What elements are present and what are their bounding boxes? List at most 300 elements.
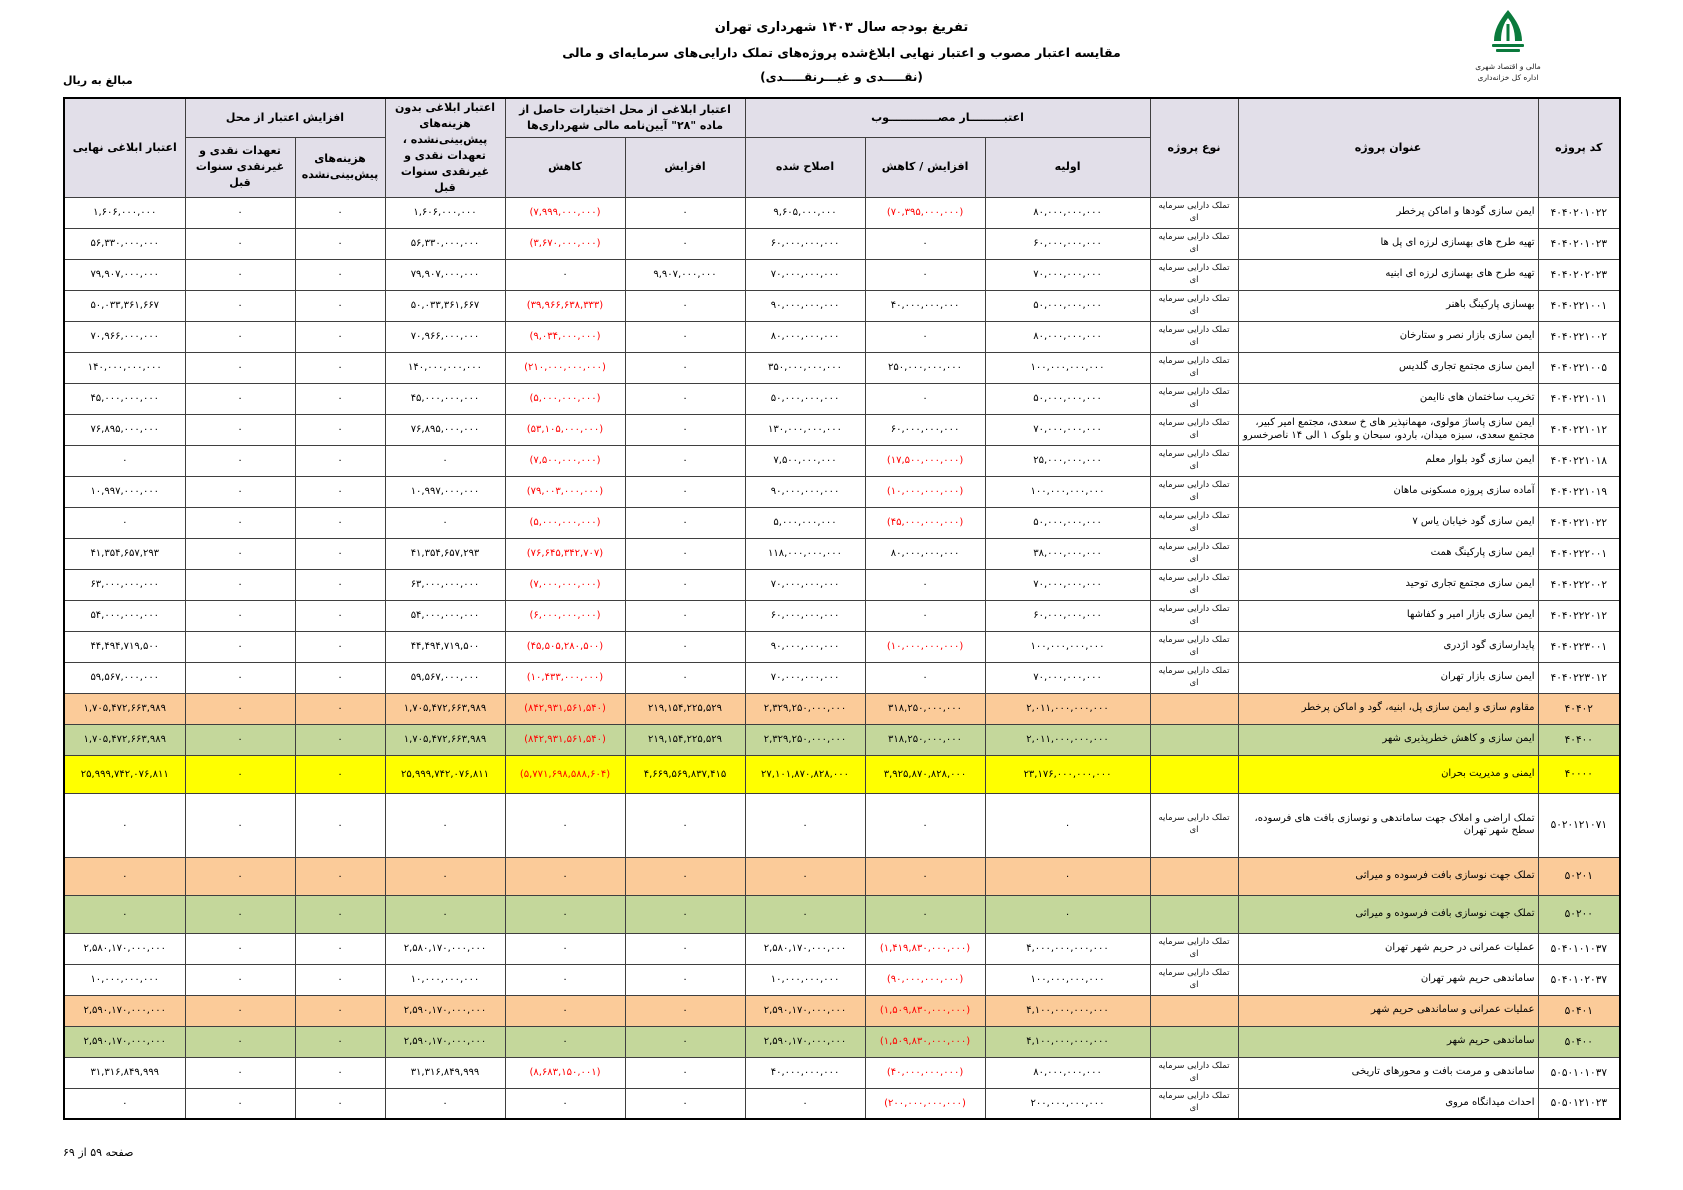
initial-cell: ۴,۰۰۰,۰۰۰,۰۰۰,۰۰۰ bbox=[985, 933, 1150, 964]
table-row bbox=[64, 1088, 1620, 1119]
decrease-cell: (۷,۵۰۰,۰۰۰,۰۰۰) bbox=[505, 445, 625, 476]
initial-cell: ۲,۰۱۱,۰۰۰,۰۰۰,۰۰۰ bbox=[985, 693, 1150, 724]
project-type-cell bbox=[1150, 693, 1238, 724]
notified-cell: ۴۱,۳۵۴,۶۵۷,۲۹۳ bbox=[385, 538, 505, 569]
unforeseen-cell: ۰ bbox=[295, 964, 385, 995]
decrease-cell: (۵۳,۱۰۵,۰۰۰,۰۰۰) bbox=[505, 414, 625, 445]
col-header-decrease: کاهش bbox=[505, 137, 625, 197]
col-group-article28-credit: اعتبار ابلاغی از محل اختیارات حاصل از ماده "۲۸" آیین‌نامه مالی شهرداری‌ها bbox=[505, 98, 745, 137]
amended-cell: ۲,۵۸۰,۱۷۰,۰۰۰,۰۰۰ bbox=[745, 933, 865, 964]
project-type-cell: تملک دارایی سرمایه ای bbox=[1150, 1088, 1238, 1119]
notified-cell: ۵۴,۰۰۰,۰۰۰,۰۰۰ bbox=[385, 600, 505, 631]
prior-cell: ۰ bbox=[185, 755, 295, 793]
decrease-cell: (۳,۶۷۰,۰۰۰,۰۰۰) bbox=[505, 228, 625, 259]
initial-cell: ۵۰,۰۰۰,۰۰۰,۰۰۰ bbox=[985, 383, 1150, 414]
final-cell: ۵۰,۰۳۳,۳۶۱,۶۶۷ bbox=[64, 290, 185, 321]
change-cell: ۰ bbox=[865, 600, 985, 631]
logo-caption-line2: اداره کل خزانه‌داری bbox=[1477, 72, 1539, 82]
change-cell: (۱,۵۰۹,۸۳۰,۰۰۰,۰۰۰) bbox=[865, 995, 985, 1026]
prior-cell: ۰ bbox=[185, 933, 295, 964]
table-row bbox=[64, 662, 1620, 693]
initial-cell: ۱۰۰,۰۰۰,۰۰۰,۰۰۰ bbox=[985, 964, 1150, 995]
table-row bbox=[64, 1026, 1620, 1057]
initial-cell: ۰ bbox=[985, 895, 1150, 933]
notified-cell: ۱۰,۹۹۷,۰۰۰,۰۰۰ bbox=[385, 476, 505, 507]
notified-cell: ۵۹,۵۶۷,۰۰۰,۰۰۰ bbox=[385, 662, 505, 693]
unforeseen-cell: ۰ bbox=[295, 383, 385, 414]
change-cell: (۲۰۰,۰۰۰,۰۰۰,۰۰۰) bbox=[865, 1088, 985, 1119]
final-cell: ۲۵,۹۹۹,۷۴۲,۰۷۶,۸۱۱ bbox=[64, 755, 185, 793]
final-cell: ۶۳,۰۰۰,۰۰۰,۰۰۰ bbox=[64, 569, 185, 600]
report-titles bbox=[0, 20, 1683, 84]
prior-cell: ۰ bbox=[185, 352, 295, 383]
report-subtitle-cash-note: (نقـــــدی و غیـــرنقـــــدی) bbox=[760, 70, 923, 84]
increase-cell: ۰ bbox=[625, 662, 745, 693]
project-type-cell: تملک دارایی سرمایه ای bbox=[1150, 259, 1238, 290]
project-type-cell: تملک دارایی سرمایه ای bbox=[1150, 321, 1238, 352]
col-header-increase-decrease: افزایش / کاهش bbox=[865, 137, 985, 197]
project-title-cell: ایمن سازی پارکینگ همت bbox=[1238, 538, 1538, 569]
decrease-cell: ۰ bbox=[505, 857, 625, 895]
prior-cell: ۰ bbox=[185, 569, 295, 600]
unforeseen-cell: ۰ bbox=[295, 662, 385, 693]
final-cell: ۲,۵۸۰,۱۷۰,۰۰۰,۰۰۰ bbox=[64, 933, 185, 964]
col-header-prior-commitments: تعهدات نقدی و غیرنقدی سنوات قبل bbox=[185, 137, 295, 197]
decrease-cell: (۴۵,۵۰۵,۲۸۰,۵۰۰) bbox=[505, 631, 625, 662]
increase-cell: ۰ bbox=[625, 383, 745, 414]
amended-cell: ۹۰,۰۰۰,۰۰۰,۰۰۰ bbox=[745, 476, 865, 507]
unforeseen-cell: ۰ bbox=[295, 476, 385, 507]
decrease-cell: (۶,۰۰۰,۰۰۰,۰۰۰) bbox=[505, 600, 625, 631]
project-code-cell: ۴۰۴۰۲۲۱۰۱۸ bbox=[1538, 445, 1620, 476]
table-body bbox=[64, 197, 1620, 1119]
initial-cell: ۴,۱۰۰,۰۰۰,۰۰۰,۰۰۰ bbox=[985, 1026, 1150, 1057]
unforeseen-cell: ۰ bbox=[295, 290, 385, 321]
table-row bbox=[64, 964, 1620, 995]
project-title-cell: تهیه طرح های بهسازی لرزه ای ابنیه bbox=[1238, 259, 1538, 290]
project-title-cell: ایمن سازی مجتمع تجاری گلدیس bbox=[1238, 352, 1538, 383]
project-code-cell: ۴۰۴۰۲۲۱۰۰۱ bbox=[1538, 290, 1620, 321]
col-header-increase: افزایش bbox=[625, 137, 745, 197]
change-cell: ۶۰,۰۰۰,۰۰۰,۰۰۰ bbox=[865, 414, 985, 445]
project-type-cell: تملک دارایی سرمایه ای bbox=[1150, 197, 1238, 228]
amended-cell: ۱۳۰,۰۰۰,۰۰۰,۰۰۰ bbox=[745, 414, 865, 445]
final-cell: ۷۹,۹۰۷,۰۰۰,۰۰۰ bbox=[64, 259, 185, 290]
decrease-cell: ۰ bbox=[505, 793, 625, 857]
col-header-amended: اصلاح شده bbox=[745, 137, 865, 197]
notified-cell: ۶۳,۰۰۰,۰۰۰,۰۰۰ bbox=[385, 569, 505, 600]
notified-cell: ۰ bbox=[385, 793, 505, 857]
prior-cell: ۰ bbox=[185, 964, 295, 995]
project-type-cell: تملک دارایی سرمایه ای bbox=[1150, 445, 1238, 476]
project-code-cell: ۴۰۴۰۲۲۱۰۲۲ bbox=[1538, 507, 1620, 538]
project-title-cell: آماده سازی پروزه مسکونی ماهان bbox=[1238, 476, 1538, 507]
unforeseen-cell: ۰ bbox=[295, 693, 385, 724]
table-row bbox=[64, 933, 1620, 964]
change-cell: ۰ bbox=[865, 259, 985, 290]
final-cell: ۵۴,۰۰۰,۰۰۰,۰۰۰ bbox=[64, 600, 185, 631]
change-cell: (۱۰,۰۰۰,۰۰۰,۰۰۰) bbox=[865, 476, 985, 507]
amended-cell: ۵۰,۰۰۰,۰۰۰,۰۰۰ bbox=[745, 383, 865, 414]
initial-cell: ۱۰۰,۰۰۰,۰۰۰,۰۰۰ bbox=[985, 352, 1150, 383]
table-row bbox=[64, 600, 1620, 631]
project-type-cell: تملک دارایی سرمایه ای bbox=[1150, 631, 1238, 662]
increase-cell: ۰ bbox=[625, 933, 745, 964]
initial-cell: ۷۰,۰۰۰,۰۰۰,۰۰۰ bbox=[985, 259, 1150, 290]
decrease-cell: (۳۹,۹۶۶,۶۳۸,۳۳۳) bbox=[505, 290, 625, 321]
project-type-cell bbox=[1150, 995, 1238, 1026]
amended-cell: ۲,۳۲۹,۲۵۰,۰۰۰,۰۰۰ bbox=[745, 693, 865, 724]
col-header-initial: اولیه bbox=[985, 137, 1150, 197]
unforeseen-cell: ۰ bbox=[295, 228, 385, 259]
decrease-cell: ۰ bbox=[505, 964, 625, 995]
project-type-cell bbox=[1150, 895, 1238, 933]
project-code-cell: ۴۰۴۰۲۰۱۰۲۲ bbox=[1538, 197, 1620, 228]
col-group-increase-from-source: افزایش اعتبار از محل bbox=[185, 98, 385, 137]
increase-cell: ۴,۶۶۹,۵۶۹,۸۳۷,۴۱۵ bbox=[625, 755, 745, 793]
amended-cell: ۹,۶۰۵,۰۰۰,۰۰۰ bbox=[745, 197, 865, 228]
change-cell: (۴۰,۰۰۰,۰۰۰,۰۰۰) bbox=[865, 1057, 985, 1088]
initial-cell: ۸۰,۰۰۰,۰۰۰,۰۰۰ bbox=[985, 1057, 1150, 1088]
project-code-cell: ۴۰۴۰۲ bbox=[1538, 693, 1620, 724]
project-title-cell: ایمن سازی بازار تهران bbox=[1238, 662, 1538, 693]
decrease-cell: (۵,۰۰۰,۰۰۰,۰۰۰) bbox=[505, 383, 625, 414]
project-type-cell: تملک دارایی سرمایه ای bbox=[1150, 228, 1238, 259]
project-type-cell bbox=[1150, 1026, 1238, 1057]
amended-cell: ۰ bbox=[745, 793, 865, 857]
final-cell: ۵۶,۳۳۰,۰۰۰,۰۰۰ bbox=[64, 228, 185, 259]
amended-cell: ۲۷,۱۰۱,۸۷۰,۸۲۸,۰۰۰ bbox=[745, 755, 865, 793]
notified-cell: ۰ bbox=[385, 895, 505, 933]
project-title-cell: ایمن سازی گود خیابان یاس ۷ bbox=[1238, 507, 1538, 538]
initial-cell: ۰ bbox=[985, 857, 1150, 895]
notified-cell: ۱,۷۰۵,۴۷۲,۶۶۳,۹۸۹ bbox=[385, 693, 505, 724]
change-cell: ۰ bbox=[865, 895, 985, 933]
change-cell: ۳,۹۲۵,۸۷۰,۸۲۸,۰۰۰ bbox=[865, 755, 985, 793]
change-cell: ۰ bbox=[865, 228, 985, 259]
unforeseen-cell: ۰ bbox=[295, 755, 385, 793]
increase-cell: ۰ bbox=[625, 197, 745, 228]
table-row bbox=[64, 755, 1620, 793]
prior-cell: ۰ bbox=[185, 662, 295, 693]
final-cell: ۷۶,۸۹۵,۰۰۰,۰۰۰ bbox=[64, 414, 185, 445]
amended-cell: ۲,۳۲۹,۲۵۰,۰۰۰,۰۰۰ bbox=[745, 724, 865, 755]
col-header-unforeseen-costs: هزینه‌های پیش‌بینی‌نشده bbox=[295, 137, 385, 197]
increase-cell: ۰ bbox=[625, 631, 745, 662]
project-code-cell: ۴۰۴۰۲۰۲۰۲۳ bbox=[1538, 259, 1620, 290]
amended-cell: ۵,۰۰۰,۰۰۰,۰۰۰ bbox=[745, 507, 865, 538]
prior-cell: ۰ bbox=[185, 507, 295, 538]
final-cell: ۰ bbox=[64, 857, 185, 895]
project-code-cell: ۴۰۴۰۲۲۱۰۱۲ bbox=[1538, 414, 1620, 445]
prior-cell: ۰ bbox=[185, 538, 295, 569]
project-title-cell: ایمن سازی بازار نصر و ستارخان bbox=[1238, 321, 1538, 352]
decrease-cell: (۸۴۲,۹۳۱,۵۶۱,۵۴۰) bbox=[505, 724, 625, 755]
project-code-cell: ۴۰۴۰۲۲۲۰۰۲ bbox=[1538, 569, 1620, 600]
project-title-cell: ساماندهی حریم شهر bbox=[1238, 1026, 1538, 1057]
unforeseen-cell: ۰ bbox=[295, 895, 385, 933]
change-cell: ۰ bbox=[865, 857, 985, 895]
initial-cell: ۷۰,۰۰۰,۰۰۰,۰۰۰ bbox=[985, 414, 1150, 445]
change-cell: ۸۰,۰۰۰,۰۰۰,۰۰۰ bbox=[865, 538, 985, 569]
project-code-cell: ۴۰۴۰۲۲۲۰۰۱ bbox=[1538, 538, 1620, 569]
amended-cell: ۲,۵۹۰,۱۷۰,۰۰۰,۰۰۰ bbox=[745, 1026, 865, 1057]
decrease-cell: ۰ bbox=[505, 259, 625, 290]
final-cell: ۴۴,۴۹۴,۷۱۹,۵۰۰ bbox=[64, 631, 185, 662]
change-cell: (۱۰,۰۰۰,۰۰۰,۰۰۰) bbox=[865, 631, 985, 662]
unforeseen-cell: ۰ bbox=[295, 631, 385, 662]
initial-cell: ۱۰۰,۰۰۰,۰۰۰,۰۰۰ bbox=[985, 631, 1150, 662]
table-row bbox=[64, 290, 1620, 321]
notified-cell: ۵۰,۰۳۳,۳۶۱,۶۶۷ bbox=[385, 290, 505, 321]
increase-cell: ۰ bbox=[625, 414, 745, 445]
initial-cell: ۲۰۰,۰۰۰,۰۰۰,۰۰۰ bbox=[985, 1088, 1150, 1119]
increase-cell: ۰ bbox=[625, 352, 745, 383]
final-cell: ۰ bbox=[64, 507, 185, 538]
project-code-cell: ۴۰۴۰۲۲۱۰۱۹ bbox=[1538, 476, 1620, 507]
project-type-cell bbox=[1150, 857, 1238, 895]
project-title-cell: عملیات عمرانی و ساماندهی حریم شهر bbox=[1238, 995, 1538, 1026]
decrease-cell: (۹,۰۳۴,۰۰۰,۰۰۰) bbox=[505, 321, 625, 352]
decrease-cell: ۰ bbox=[505, 1088, 625, 1119]
table-row bbox=[64, 197, 1620, 228]
prior-cell: ۰ bbox=[185, 197, 295, 228]
prior-cell: ۰ bbox=[185, 321, 295, 352]
change-cell: ۳۱۸,۲۵۰,۰۰۰,۰۰۰ bbox=[865, 693, 985, 724]
decrease-cell: ۰ bbox=[505, 933, 625, 964]
change-cell: (۱۷,۵۰۰,۰۰۰,۰۰۰) bbox=[865, 445, 985, 476]
notified-cell: ۱,۶۰۶,۰۰۰,۰۰۰ bbox=[385, 197, 505, 228]
initial-cell: ۲۵,۰۰۰,۰۰۰,۰۰۰ bbox=[985, 445, 1150, 476]
decrease-cell: ۰ bbox=[505, 895, 625, 933]
amended-cell: ۸۰,۰۰۰,۰۰۰,۰۰۰ bbox=[745, 321, 865, 352]
col-header-project-code: کد پروژه bbox=[1538, 98, 1620, 197]
initial-cell: ۲,۰۱۱,۰۰۰,۰۰۰,۰۰۰ bbox=[985, 724, 1150, 755]
unforeseen-cell: ۰ bbox=[295, 1057, 385, 1088]
table-row bbox=[64, 383, 1620, 414]
increase-cell: ۰ bbox=[625, 964, 745, 995]
amended-cell: ۰ bbox=[745, 1088, 865, 1119]
unforeseen-cell: ۰ bbox=[295, 1026, 385, 1057]
table-row bbox=[64, 414, 1620, 445]
table-row bbox=[64, 352, 1620, 383]
amended-cell: ۱۱۸,۰۰۰,۰۰۰,۰۰۰ bbox=[745, 538, 865, 569]
final-cell: ۴۵,۰۰۰,۰۰۰,۰۰۰ bbox=[64, 383, 185, 414]
initial-cell: ۸۰,۰۰۰,۰۰۰,۰۰۰ bbox=[985, 321, 1150, 352]
table-row bbox=[64, 1057, 1620, 1088]
prior-cell: ۰ bbox=[185, 600, 295, 631]
initial-cell: ۸۰,۰۰۰,۰۰۰,۰۰۰ bbox=[985, 197, 1150, 228]
table-row bbox=[64, 321, 1620, 352]
final-cell: ۷۰,۹۶۶,۰۰۰,۰۰۰ bbox=[64, 321, 185, 352]
project-title-cell: تملک اراضی و املاک جهت ساماندهی و نوسازی بافت های فرسوده، سطح شهر تهران bbox=[1238, 793, 1538, 857]
decrease-cell: (۸۴۲,۹۳۱,۵۶۱,۵۴۰) bbox=[505, 693, 625, 724]
final-cell: ۱۴۰,۰۰۰,۰۰۰,۰۰۰ bbox=[64, 352, 185, 383]
project-type-cell: تملک دارایی سرمایه ای bbox=[1150, 933, 1238, 964]
table-row bbox=[64, 724, 1620, 755]
final-cell: ۱۰,۰۰۰,۰۰۰,۰۰۰ bbox=[64, 964, 185, 995]
initial-cell: ۵۰,۰۰۰,۰۰۰,۰۰۰ bbox=[985, 507, 1150, 538]
unforeseen-cell: ۰ bbox=[295, 507, 385, 538]
increase-cell: ۹,۹۰۷,۰۰۰,۰۰۰ bbox=[625, 259, 745, 290]
final-cell: ۱,۷۰۵,۴۷۲,۶۶۳,۹۸۹ bbox=[64, 724, 185, 755]
project-code-cell: ۵۰۵۰۱۲۱۰۲۳ bbox=[1538, 1088, 1620, 1119]
table-row bbox=[64, 895, 1620, 933]
project-title-cell: ایمن سازی پاساژ مولوی، مهمانپذیر های خ سعدی، مجتمع امیر کبیر، مجتمع سعدی، سبزه میدان، باردو، سبحان و بلوک ۱ الی ۱۴ ناصرخسرو bbox=[1238, 414, 1538, 445]
project-code-cell: ۴۰۰۰۰ bbox=[1538, 755, 1620, 793]
change-cell: ۰ bbox=[865, 383, 985, 414]
unforeseen-cell: ۰ bbox=[295, 933, 385, 964]
amended-cell: ۳۵۰,۰۰۰,۰۰۰,۰۰۰ bbox=[745, 352, 865, 383]
final-cell: ۰ bbox=[64, 445, 185, 476]
amended-cell: ۷۰,۰۰۰,۰۰۰,۰۰۰ bbox=[745, 569, 865, 600]
increase-cell: ۰ bbox=[625, 600, 745, 631]
prior-cell: ۰ bbox=[185, 995, 295, 1026]
currency-unit-note: مبالغ به ریال bbox=[63, 74, 133, 87]
increase-cell: ۰ bbox=[625, 793, 745, 857]
unforeseen-cell: ۰ bbox=[295, 724, 385, 755]
change-cell: (۹۰,۰۰۰,۰۰۰,۰۰۰) bbox=[865, 964, 985, 995]
project-title-cell: ایمن سازی و کاهش خطرپذیری شهر bbox=[1238, 724, 1538, 755]
amended-cell: ۰ bbox=[745, 857, 865, 895]
increase-cell: ۰ bbox=[625, 538, 745, 569]
prior-cell: ۰ bbox=[185, 1088, 295, 1119]
table-row bbox=[64, 538, 1620, 569]
notified-cell: ۰ bbox=[385, 1088, 505, 1119]
table-row bbox=[64, 995, 1620, 1026]
amended-cell: ۰ bbox=[745, 895, 865, 933]
project-type-cell: تملک دارایی سرمایه ای bbox=[1150, 383, 1238, 414]
table-row bbox=[64, 259, 1620, 290]
table-row bbox=[64, 507, 1620, 538]
change-cell: (۱,۴۱۹,۸۳۰,۰۰۰,۰۰۰) bbox=[865, 933, 985, 964]
project-code-cell: ۴۰۴۰۰ bbox=[1538, 724, 1620, 755]
project-code-cell: ۴۰۴۰۲۲۱۰۰۲ bbox=[1538, 321, 1620, 352]
initial-cell: ۴,۱۰۰,۰۰۰,۰۰۰,۰۰۰ bbox=[985, 995, 1150, 1026]
increase-cell: ۰ bbox=[625, 1057, 745, 1088]
amended-cell: ۲,۵۹۰,۱۷۰,۰۰۰,۰۰۰ bbox=[745, 995, 865, 1026]
initial-cell: ۶۰,۰۰۰,۰۰۰,۰۰۰ bbox=[985, 600, 1150, 631]
project-title-cell: تخریب ساختمان های ناایمن bbox=[1238, 383, 1538, 414]
prior-cell: ۰ bbox=[185, 290, 295, 321]
amended-cell: ۶۰,۰۰۰,۰۰۰,۰۰۰ bbox=[745, 228, 865, 259]
decrease-cell: (۷۹,۰۰۳,۰۰۰,۰۰۰) bbox=[505, 476, 625, 507]
change-cell: ۰ bbox=[865, 321, 985, 352]
project-type-cell: تملک دارایی سرمایه ای bbox=[1150, 507, 1238, 538]
unforeseen-cell: ۰ bbox=[295, 538, 385, 569]
unforeseen-cell: ۰ bbox=[295, 352, 385, 383]
project-title-cell: تهیه طرح های بهسازی لرزه ای پل ها bbox=[1238, 228, 1538, 259]
prior-cell: ۰ bbox=[185, 228, 295, 259]
project-type-cell: تملک دارایی سرمایه ای bbox=[1150, 964, 1238, 995]
final-cell: ۰ bbox=[64, 895, 185, 933]
initial-cell: ۲۳,۱۷۶,۰۰۰,۰۰۰,۰۰۰ bbox=[985, 755, 1150, 793]
project-code-cell: ۵۰۴۰۱۰۱۰۳۷ bbox=[1538, 933, 1620, 964]
notified-cell: ۰ bbox=[385, 445, 505, 476]
initial-cell: ۳۸,۰۰۰,۰۰۰,۰۰۰ bbox=[985, 538, 1150, 569]
decrease-cell: (۵,۰۰۰,۰۰۰,۰۰۰) bbox=[505, 507, 625, 538]
amended-cell: ۱۰,۰۰۰,۰۰۰,۰۰۰ bbox=[745, 964, 865, 995]
project-title-cell: پایدارسازی گود اژدری bbox=[1238, 631, 1538, 662]
logo-caption-line1: مالی و اقتصاد شهری bbox=[1475, 62, 1541, 71]
notified-cell: ۴۴,۴۹۴,۷۱۹,۵۰۰ bbox=[385, 631, 505, 662]
final-cell: ۱۰,۹۹۷,۰۰۰,۰۰۰ bbox=[64, 476, 185, 507]
project-type-cell: تملک دارایی سرمایه ای bbox=[1150, 1057, 1238, 1088]
prior-cell: ۰ bbox=[185, 857, 295, 895]
decrease-cell: (۸,۶۸۳,۱۵۰,۰۰۱) bbox=[505, 1057, 625, 1088]
project-title-cell: تملک جهت نوسازی بافت فرسوده و میراثی bbox=[1238, 857, 1538, 895]
project-code-cell: ۴۰۴۰۲۲۱۰۰۵ bbox=[1538, 352, 1620, 383]
amended-cell: ۷۰,۰۰۰,۰۰۰,۰۰۰ bbox=[745, 259, 865, 290]
project-code-cell: ۴۰۴۰۲۰۱۰۲۳ bbox=[1538, 228, 1620, 259]
amended-cell: ۶۰,۰۰۰,۰۰۰,۰۰۰ bbox=[745, 600, 865, 631]
prior-cell: ۰ bbox=[185, 631, 295, 662]
project-type-cell: تملک دارایی سرمایه ای bbox=[1150, 569, 1238, 600]
project-code-cell: ۵۰۴۰۰ bbox=[1538, 1026, 1620, 1057]
project-title-cell: ساماندهی حریم شهر تهران bbox=[1238, 964, 1538, 995]
prior-cell: ۰ bbox=[185, 793, 295, 857]
report-title: تفریغ بودجه سال ۱۴۰۳ شهرداری تهران bbox=[714, 20, 969, 35]
project-title-cell: ایمن سازی مجتمع تجاری توحید bbox=[1238, 569, 1538, 600]
unforeseen-cell: ۰ bbox=[295, 321, 385, 352]
final-cell: ۱,۶۰۶,۰۰۰,۰۰۰ bbox=[64, 197, 185, 228]
change-cell: (۱,۵۰۹,۸۳۰,۰۰۰,۰۰۰) bbox=[865, 1026, 985, 1057]
project-code-cell: ۵۰۲۰۰ bbox=[1538, 895, 1620, 933]
initial-cell: ۷۰,۰۰۰,۰۰۰,۰۰۰ bbox=[985, 662, 1150, 693]
decrease-cell: ۰ bbox=[505, 1026, 625, 1057]
decrease-cell: (۵,۷۷۱,۶۹۸,۵۸۸,۶۰۴) bbox=[505, 755, 625, 793]
col-group-approved-credit: اعتبـــــــــار مصـــــــــــــوب bbox=[745, 98, 1150, 137]
notified-cell: ۲۵,۹۹۹,۷۴۲,۰۷۶,۸۱۱ bbox=[385, 755, 505, 793]
project-title-cell: تملک جهت نوسازی بافت فرسوده و میراثی bbox=[1238, 895, 1538, 933]
notified-cell: ۱,۷۰۵,۴۷۲,۶۶۳,۹۸۹ bbox=[385, 724, 505, 755]
project-code-cell: ۴۰۴۰۲۲۳۰۰۱ bbox=[1538, 631, 1620, 662]
project-title-cell: ایمن سازی بازار امیر و کفاشها bbox=[1238, 600, 1538, 631]
project-type-cell: تملک دارایی سرمایه ای bbox=[1150, 476, 1238, 507]
unforeseen-cell: ۰ bbox=[295, 600, 385, 631]
prior-cell: ۰ bbox=[185, 1057, 295, 1088]
notified-cell: ۷۶,۸۹۵,۰۰۰,۰۰۰ bbox=[385, 414, 505, 445]
final-cell: ۰ bbox=[64, 793, 185, 857]
notified-cell: ۱۴۰,۰۰۰,۰۰۰,۰۰۰ bbox=[385, 352, 505, 383]
increase-cell: ۰ bbox=[625, 228, 745, 259]
notified-cell: ۰ bbox=[385, 507, 505, 538]
project-code-cell: ۵۰۵۰۱۰۱۰۳۷ bbox=[1538, 1057, 1620, 1088]
project-type-cell: تملک دارایی سرمایه ای bbox=[1150, 414, 1238, 445]
initial-cell: ۰ bbox=[985, 793, 1150, 857]
project-title-cell: عملیات عمرانی در حریم شهر تهران bbox=[1238, 933, 1538, 964]
unforeseen-cell: ۰ bbox=[295, 995, 385, 1026]
project-title-cell: بهسازی پارکینگ باهنر bbox=[1238, 290, 1538, 321]
final-cell: ۲,۵۹۰,۱۷۰,۰۰۰,۰۰۰ bbox=[64, 1026, 185, 1057]
prior-cell: ۰ bbox=[185, 445, 295, 476]
increase-cell: ۰ bbox=[625, 995, 745, 1026]
amended-cell: ۷۰,۰۰۰,۰۰۰,۰۰۰ bbox=[745, 662, 865, 693]
final-cell: ۰ bbox=[64, 1088, 185, 1119]
table-header bbox=[64, 98, 1620, 197]
initial-cell: ۵۰,۰۰۰,۰۰۰,۰۰۰ bbox=[985, 290, 1150, 321]
amended-cell: ۹۰,۰۰۰,۰۰۰,۰۰۰ bbox=[745, 290, 865, 321]
project-code-cell: ۵۰۲۰۱ bbox=[1538, 857, 1620, 895]
change-cell: ۰ bbox=[865, 793, 985, 857]
project-title-cell: ایمنی و مدیریت بحران bbox=[1238, 755, 1538, 793]
notified-cell: ۷۰,۹۶۶,۰۰۰,۰۰۰ bbox=[385, 321, 505, 352]
change-cell: ۳۱۸,۲۵۰,۰۰۰,۰۰۰ bbox=[865, 724, 985, 755]
table-row bbox=[64, 693, 1620, 724]
project-title-cell: ایمن سازی گودها و اماکن پرخطر bbox=[1238, 197, 1538, 228]
increase-cell: ۰ bbox=[625, 507, 745, 538]
notified-cell: ۴۵,۰۰۰,۰۰۰,۰۰۰ bbox=[385, 383, 505, 414]
